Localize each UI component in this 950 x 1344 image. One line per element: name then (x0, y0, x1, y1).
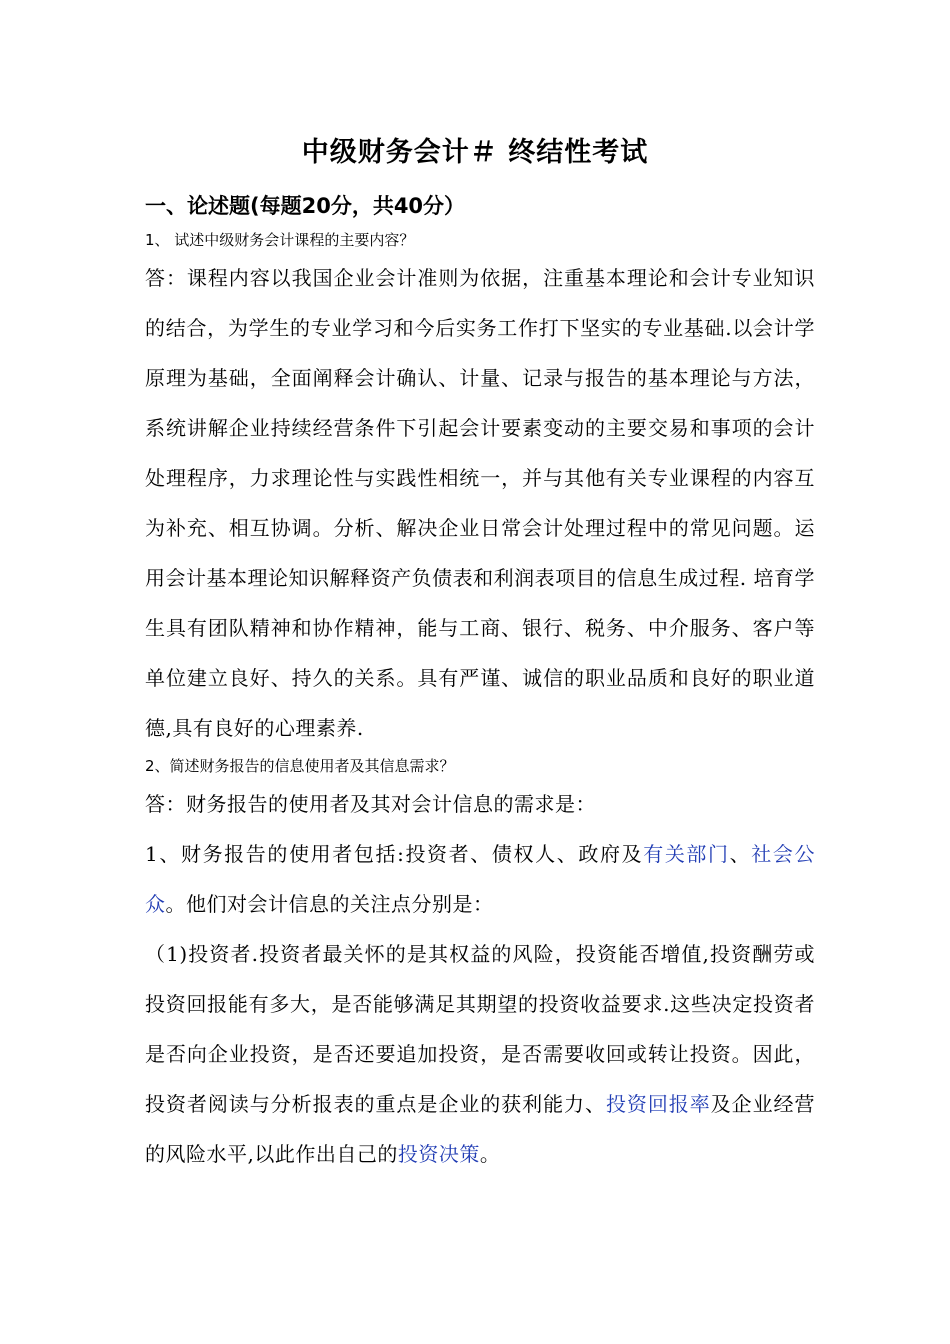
text-segment: （1)投资者.投资者最关怀的是其权益的风险，投资能否增值,投资酬劳或投资回报能有多大，是否能够满足其期望的投资收益要求.这些决定投资者是否向企业投资，是否还要追加投资，是否需要收回或转让投资。因此，投资者阅读与分析报表的重点是企业的获利能力、 (145, 942, 815, 1116)
section-heading: 一、论述题(每题20分，共40分） (145, 194, 466, 218)
text-segment: 1、财务报告的使用者包括:投资者、债权人、政府及 (145, 842, 644, 866)
text-segment: 、 (729, 842, 752, 866)
link-related-departments[interactable]: 有关部门 (643, 842, 730, 866)
text-segment: 。他们对会计信息的关注点分别是： (165, 892, 494, 916)
link-investment-decision[interactable]: 投资决策 (397, 1142, 480, 1166)
question-1: 1、 试述中级财务会计课程的主要内容？ (145, 231, 415, 249)
answer-1: 答：课程内容以我国企业会计准则为依据，注重基本理论和会计专业知识的结合，为学生的专业学习和今后实务工作打下坚实的专业基础.以会计学原理为基础，全面阐释会计确认、计量、记录与报告的基本理论与方法，系统讲解企业持续经营条件下引起会计要素变动的主要交易和事项的会计处理程序，力求理论性与实践性相统一，并与其他有关专业课程的内容互为补充、相互协调。分析、解决企业日常会计处理过程中的常见问题。运用会计基本理论知识解释资产负债表和利润表项目的信息生成过程. 培育学生具有团队精神和协作精神，能与工商、银行、税务、中介服务、客户等单位建立良好、持久的关系。具有严谨、诚信的职业品质和良好的职业道德,具有良好的心理素养. (145, 266, 815, 740)
text-segment: 及企业经营的风险水平,以此作出自己的 (145, 1092, 816, 1166)
link-public[interactable]: 社会公众 (145, 842, 816, 916)
answer-2-intro: 答：财务报告的使用者及其对会计信息的需求是： (145, 792, 596, 816)
answer-2-users (145, 829, 815, 929)
page-title: 中级财务会计＃ 终结性考试 (301, 137, 649, 168)
answer-2-investors (145, 929, 815, 1179)
text-segment: 。 (479, 1142, 501, 1166)
link-return-on-investment[interactable]: 投资回报率 (605, 1092, 711, 1116)
question-2: 2、简述财务报告的信息使用者及其信息需求？ (145, 757, 455, 775)
